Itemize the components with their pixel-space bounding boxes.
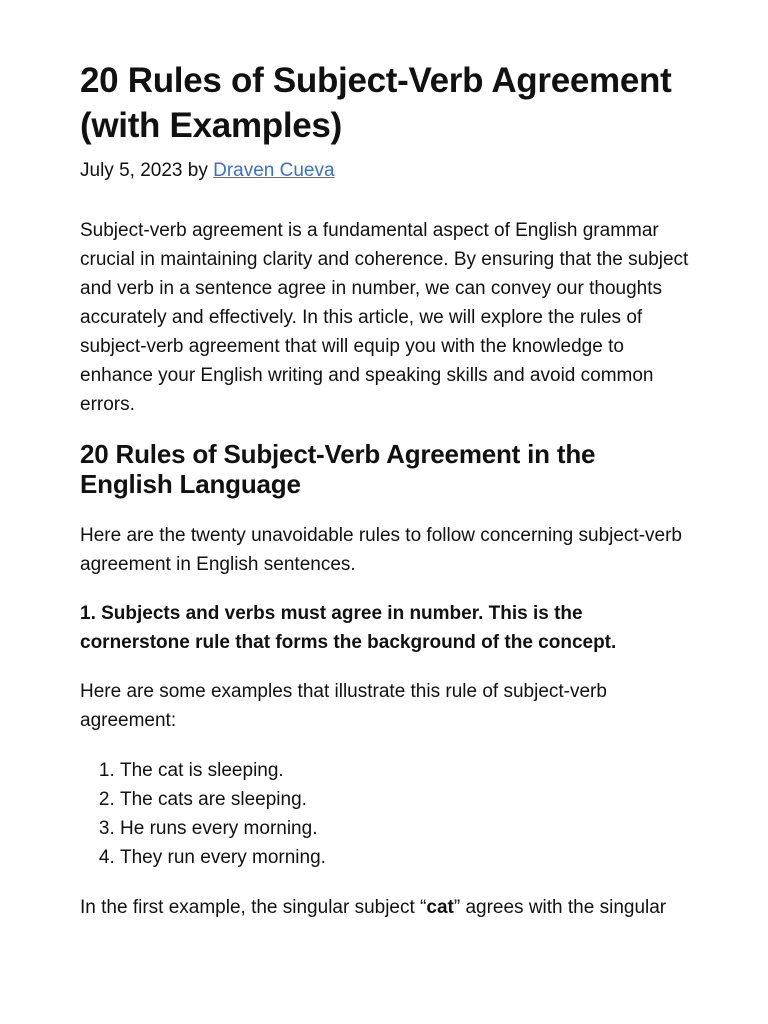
examples-intro-paragraph: Here are some examples that illustrate this rule of subject-verb agreement: (80, 681, 607, 731)
list-item: 3. He runs every morning. (120, 814, 690, 843)
author-link[interactable]: Draven Cueva (213, 160, 335, 181)
list-item: 2. The cats are sleeping. (120, 785, 690, 814)
explanation-text-start: In the first example, the singular subject “ (80, 897, 427, 918)
publish-date: July 5, 2023 (80, 160, 183, 181)
article (80, 0, 690, 922)
list-item: 4. They run every morning. (120, 843, 690, 872)
rule-1-heading: 1. Subjects and verbs must agree in number. This is the cornerstone rule that forms the background of the concept. (80, 603, 617, 653)
list-item: 1. The cat is sleeping. (120, 756, 690, 785)
article-meta (80, 158, 690, 184)
examples-list (80, 756, 690, 872)
explanation-text-end: ” agrees with the singular (453, 897, 667, 918)
article-title: 20 Rules of Subject-Verb Agreement (with Examples) (80, 61, 672, 145)
explanation-paragraph (80, 893, 690, 922)
byline-by: by (187, 160, 208, 181)
section-heading: 20 Rules of Subject-Verb Agreement in the English Language (80, 439, 596, 499)
section-intro-paragraph: Here are the twenty unavoidable rules to follow concerning subject-verb agreement in English sentences. (80, 525, 682, 575)
intro-paragraph: Subject-verb agreement is a fundamental aspect of English grammar crucial in maintaining clarity and coherence. By ensuring that the subject and verb in a sentence agree in number, we can convey our thoughts accurately and effectively. In this article, we will explore the rules of subject-verb agreement that will equip you with the knowledge to enhance your English writing and speaking skills and avoid common errors. (80, 220, 689, 415)
explanation-bold-term: cat (426, 897, 454, 918)
